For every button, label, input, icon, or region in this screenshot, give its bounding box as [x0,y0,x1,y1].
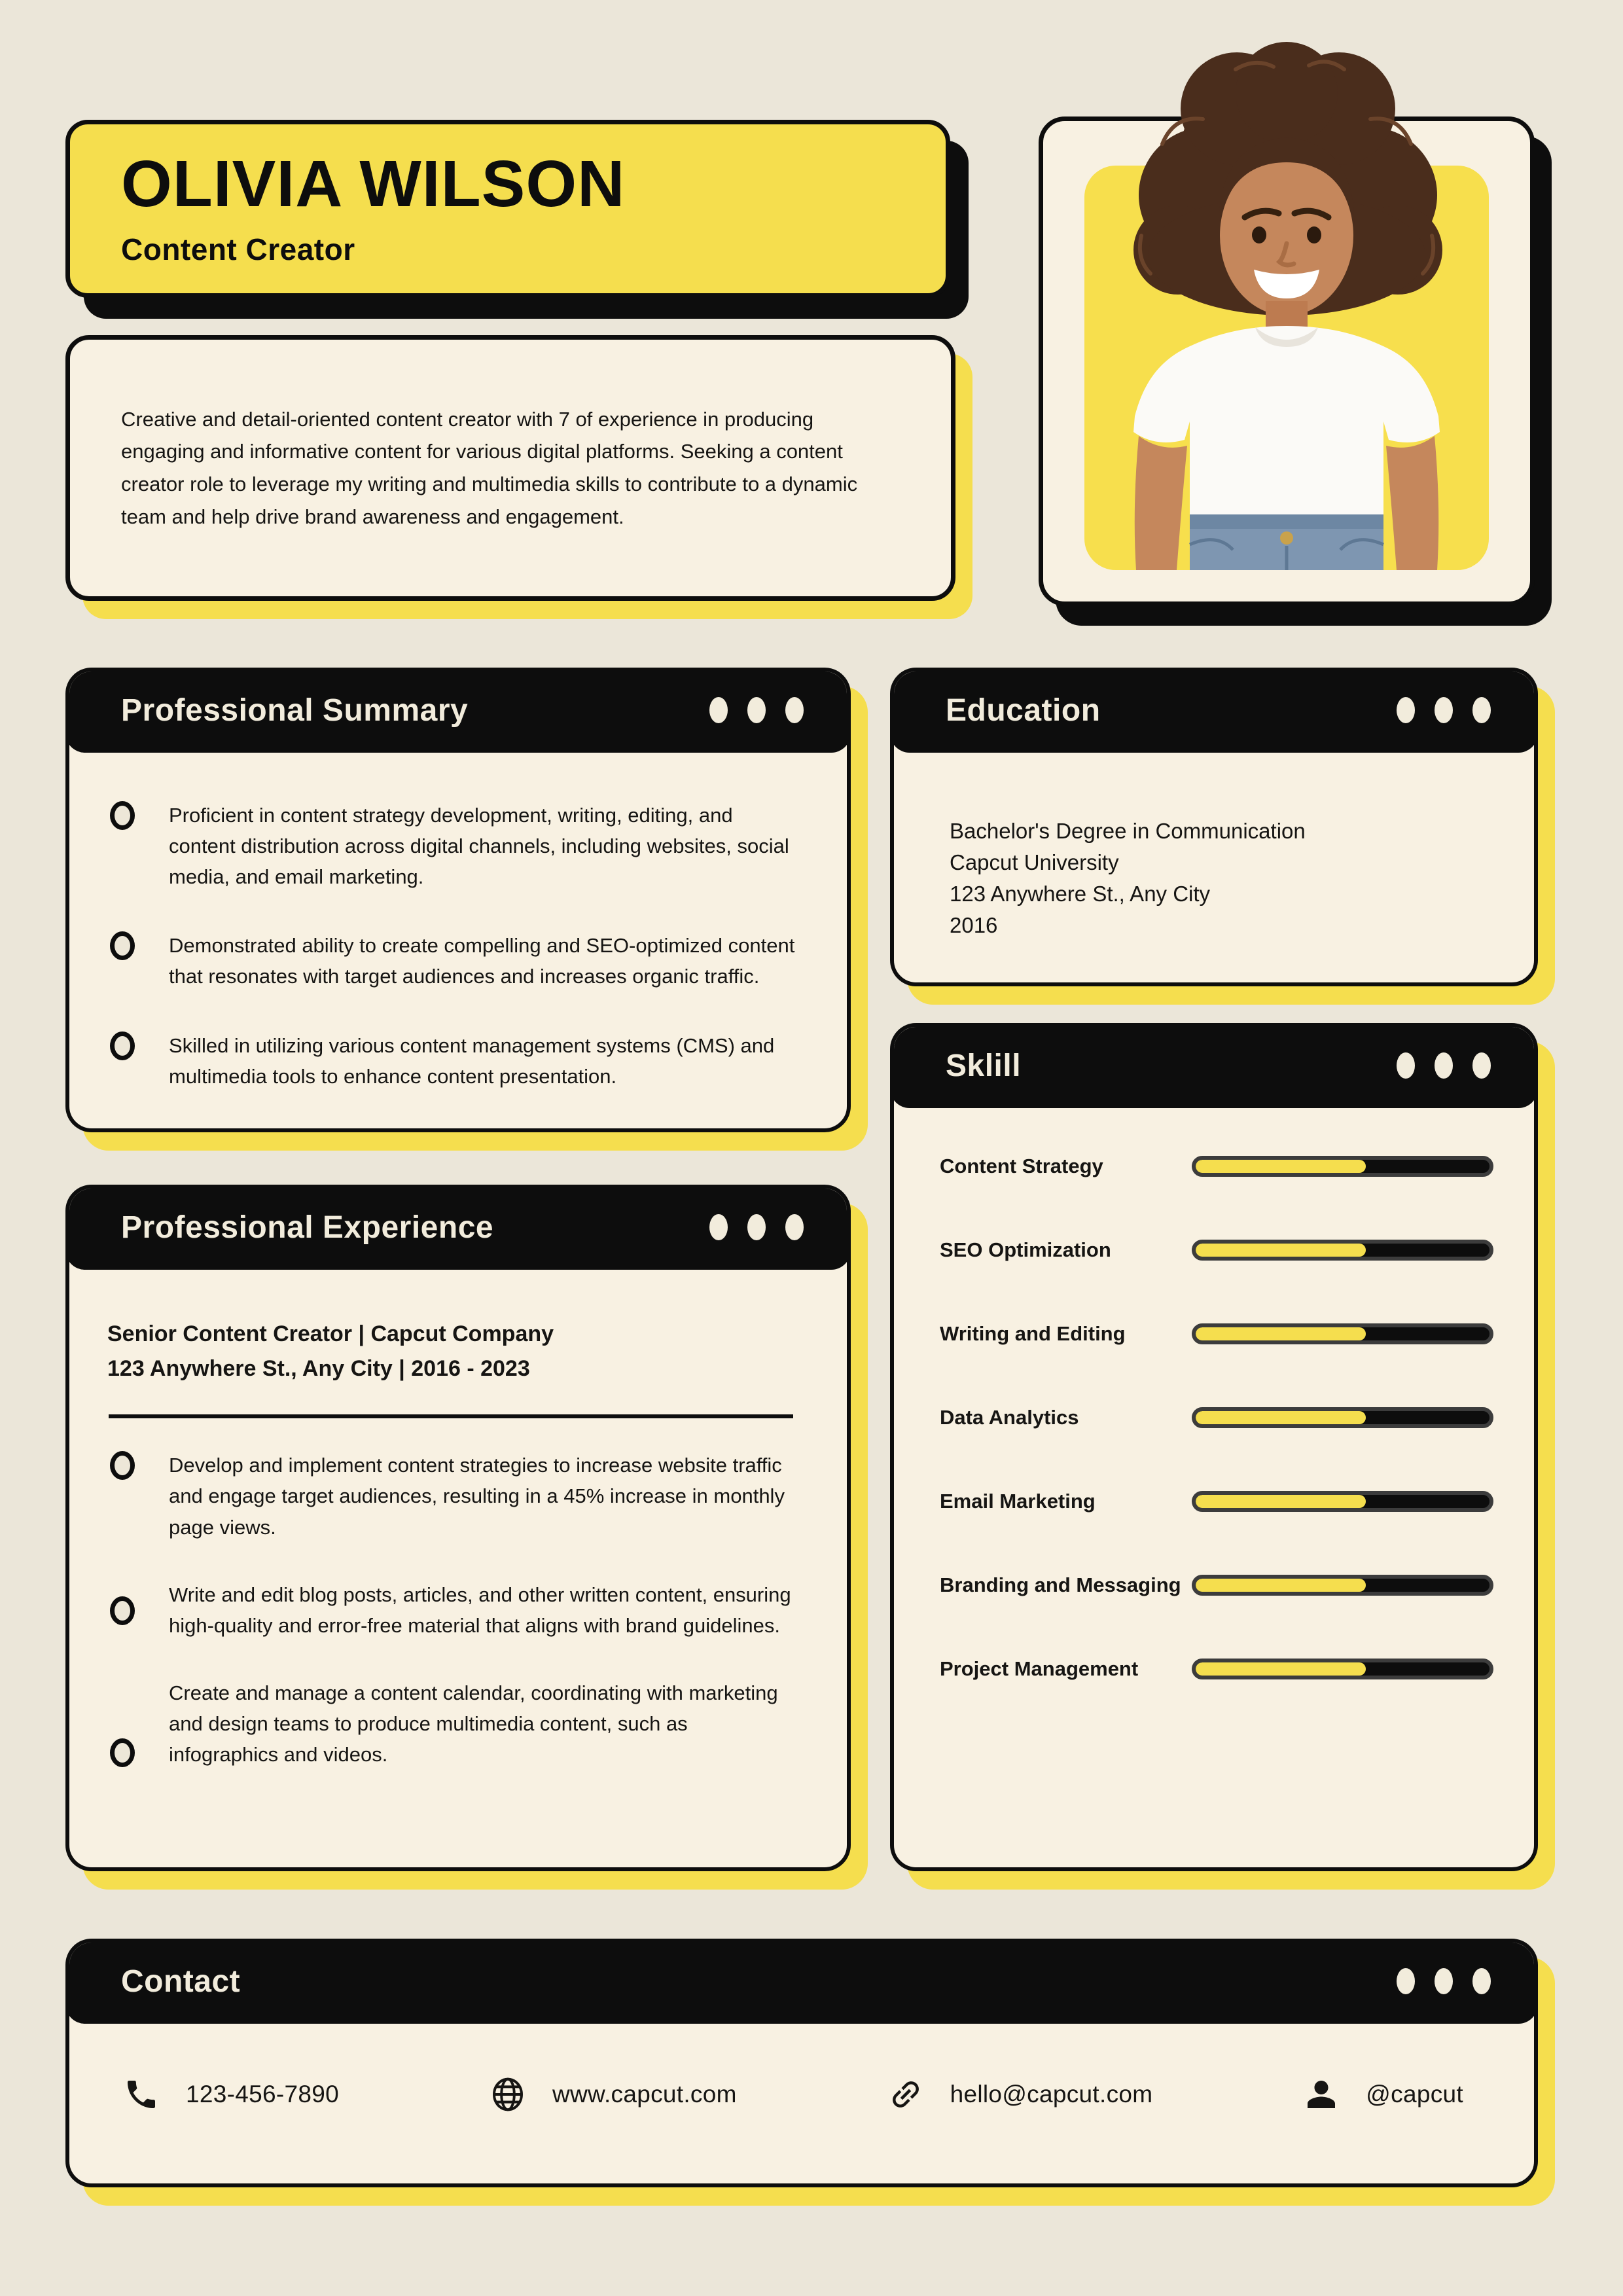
contact-website[interactable] [490,2076,737,2113]
education-title: Education [946,692,1101,728]
skill-row [894,1627,1534,1711]
jeans [1190,514,1383,570]
skills-title: Sklill [946,1048,1022,1083]
skill-label: Project Management [940,1657,1139,1680]
skills-section [890,1023,1538,1871]
window-dots [1397,1968,1491,1994]
skills-body [894,1108,1534,1867]
professional-experience-window [65,1185,851,1871]
skill-progress-bar [1192,1240,1493,1261]
skill-progress-fill [1196,1579,1366,1592]
skills-header [890,1023,1538,1108]
window-dot-icon [709,697,728,723]
window-dot-icon [747,697,766,723]
education-section [890,668,1538,986]
summary-bullet-text: Proficient in content strategy development, writing, editing, and content distribution across digital channels, including websites, social media, and email marketing. [169,804,789,889]
professional-experience-header [65,1185,851,1270]
person-name: OLIVIA WILSON [121,147,626,221]
person-role: Content Creator [121,232,355,266]
contact-body [69,2024,1534,2183]
professional-experience-body [69,1270,847,1867]
summary-bullet-text: Demonstrated ability to create compelling and SEO-optimized content that resonates with target audiences and increases organic traffic. [169,934,795,988]
skill-progress-fill [1196,1244,1366,1257]
skill-row [894,1460,1534,1543]
skill-label: Content Strategy [940,1155,1103,1177]
user-icon [1303,2076,1340,2113]
experience-bullet-row [110,1579,793,1641]
skill-progress-fill [1196,1662,1366,1676]
window-dot-icon [1397,1968,1415,1994]
name-header-card [65,120,950,298]
summary-bullet-row [110,800,801,892]
bullet-circle-icon [110,1451,135,1480]
education-degree: Bachelor's Degree in Communication [950,819,1306,843]
bullet-circle-icon [110,1596,135,1625]
skill-label: Writing and Editing [940,1322,1126,1345]
bullet-circle-icon [110,1031,135,1060]
education-window [890,668,1538,986]
experience-bullet-list [107,1418,801,1770]
experience-meta-line: 123 Anywhere St., Any City | 2016 - 2023 [107,1355,530,1381]
summary-bullet-text: Skilled in utilizing various content management systems (CMS) and multimedia tools to enhance content presentation. [169,1033,775,1088]
experience-bullet-row [110,1677,793,1770]
globe-icon [490,2076,526,2113]
contact-email[interactable] [887,2076,1153,2113]
professional-summary-window [65,668,851,1132]
window-dot-icon [1397,697,1415,723]
bullet-circle-icon [110,801,135,830]
contact-website-value: www.capcut.com [552,2081,737,2108]
professional-experience-section [65,1185,851,1871]
skills-window [890,1023,1538,1871]
contact-title: Contact [121,1964,241,1999]
window-dot-icon [1397,1052,1415,1079]
professional-summary-body [69,753,847,1128]
experience-bullet-text: Create and manage a content calendar, coordinating with marketing and design teams to produce multimedia content, such as infographics and videos. [169,1681,778,1767]
skill-label: SEO Optimization [940,1238,1111,1261]
summary-bullet-row [110,1030,801,1092]
window-dot-icon [785,1214,804,1240]
phone-icon [123,2076,160,2113]
contact-header [65,1939,1538,2024]
window-dot-icon [709,1214,728,1240]
professional-experience-title: Professional Experience [121,1210,494,1245]
skill-progress-fill [1196,1495,1366,1508]
window-dot-icon [1435,1052,1453,1079]
right-arm [1386,436,1438,570]
professional-summary-section [65,668,851,1132]
window-dot-icon [1435,697,1453,723]
contact-section [65,1939,1538,2187]
education-header [890,668,1538,753]
window-dot-icon [747,1214,766,1240]
skill-row [894,1543,1534,1627]
summary-bullet-row [110,930,801,992]
window-dot-icon [1435,1968,1453,1994]
contact-phone[interactable] [123,2076,339,2113]
skill-progress-bar [1192,1575,1493,1596]
contact-handle[interactable] [1303,2076,1463,2113]
intro-card [65,335,955,601]
experience-bullet-text: Write and edit blog posts, articles, and other written content, ensuring high-quality and error-free material that aligns with brand guidelines. [169,1583,791,1637]
window-dots [1397,697,1491,723]
skill-row [894,1376,1534,1460]
skill-progress-bar [1192,1659,1493,1679]
skill-row [894,1208,1534,1292]
skill-progress-fill [1196,1327,1366,1340]
window-dots [709,1214,804,1240]
education-year: 2016 [950,912,998,937]
professional-summary-header [65,668,851,753]
contact-window [65,1939,1538,2187]
skill-progress-fill [1196,1411,1366,1424]
window-dots [709,697,804,723]
contact-phone-value: 123-456-7890 [186,2081,340,2108]
skill-label: Data Analytics [940,1406,1079,1429]
bullet-circle-icon [110,931,135,960]
education-address: 123 Anywhere St., Any City [950,881,1211,906]
skill-progress-bar [1192,1407,1493,1428]
link-icon [887,2076,924,2113]
window-dot-icon [1472,1052,1491,1079]
left-arm [1135,436,1187,570]
education-body [894,753,1534,982]
bullet-circle-icon [110,1738,135,1767]
window-dot-icon [785,697,804,723]
experience-bullet-row [110,1450,793,1542]
skill-progress-bar [1192,1323,1493,1344]
skill-row [894,1124,1534,1208]
skill-row [894,1292,1534,1376]
skill-progress-bar [1192,1156,1493,1177]
experience-bullet-text: Develop and implement content strategies to increase website traffic and engage target audiences, resulting in a 45% increase in monthly page views. [169,1454,785,1539]
skill-label: Branding and Messaging [940,1573,1181,1596]
contact-handle-value: @capcut [1366,2081,1463,2108]
skill-label: Email Marketing [940,1490,1096,1513]
photo-card [1039,117,1535,606]
profile-photo [1079,39,1495,570]
skill-progress-fill [1196,1160,1366,1173]
skill-progress-bar [1192,1491,1493,1512]
contact-email-value: hello@capcut.com [950,2081,1153,2108]
experience-role-line: Senior Content Creator | Capcut Company [107,1321,554,1346]
window-dot-icon [1472,1968,1491,1994]
professional-summary-title: Professional Summary [121,692,469,728]
window-dots [1397,1052,1491,1079]
education-school: Capcut University [950,850,1119,874]
intro-text: Creative and detail-oriented content creator with 7 of experience in producing engaging and informative content for various digital platforms. Seeking a content creator role to leverage my writing and multimedia skills to contribute to a dynamic team and help drive brand awareness and engagement. [121,407,858,528]
window-dot-icon [1472,697,1491,723]
